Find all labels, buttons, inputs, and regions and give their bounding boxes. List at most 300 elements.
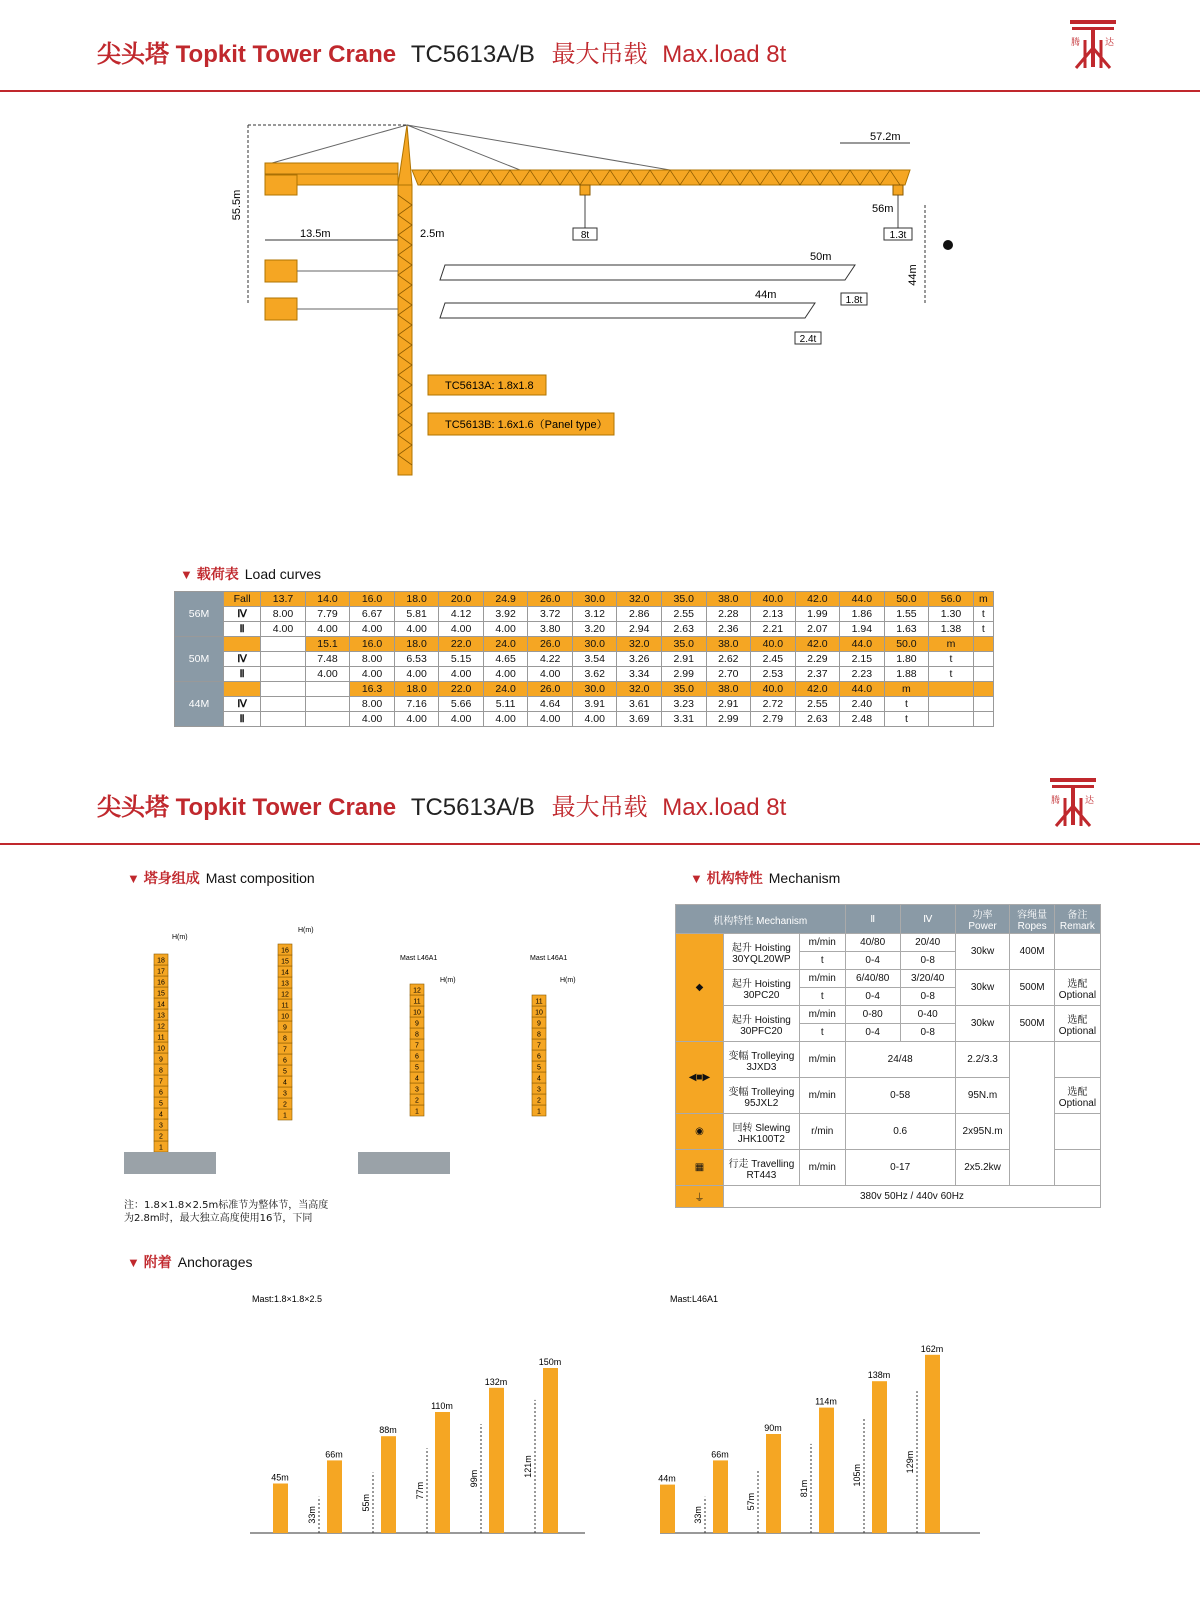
load-value: 5.15 xyxy=(439,652,484,667)
load-value: 4.00 xyxy=(483,667,528,682)
load-radius: 16.0 xyxy=(350,592,395,607)
load-value: 2.99 xyxy=(662,667,707,682)
load-fall-row-label: Ⅱ xyxy=(224,712,261,727)
jib44-dim: 44m xyxy=(755,289,777,301)
load-value: 3.92 xyxy=(483,607,528,622)
load-group-label: 56M xyxy=(175,592,224,637)
load-value: 4.00 xyxy=(350,622,395,637)
page-header-top xyxy=(0,0,1200,92)
load-value: 2.91 xyxy=(706,697,751,712)
load-radius: 50.0 xyxy=(884,637,929,652)
load-value: 2.37 xyxy=(795,667,840,682)
mast-section-number: 4 xyxy=(159,1111,163,1119)
load-value: 2.21 xyxy=(751,622,796,637)
load-value: 1.99 xyxy=(795,607,840,622)
mechanism-table: 机构特性 Mechanism Ⅱ Ⅳ 功率 Power 容绳量 Ropes 备注 Remark ◆ 起升 Hoisting 30YQL20WP m/min 40/80 20/40 30kw 400M t 0-4 0-8 起升 Hoisting 30PC20 m/min 6/40/80 3/20/40 30kw 500M 选配 Optional t 0-4 0-8 起升 Hoisting 30PFC20 m/min 0-80 0-40 30kw 500M 选配 Optional t 0-4 0-8 ◀■▶ 变幅 Trolleying 3JXD3 m/min 24/48 2.2/3.3 变幅 Trolleying 95JXL2 m/min 0-58 95N.m 选配 Optional ◉ 回转 Slewing JHK100T2 r/min 0.6 2x95N.m ▦ 行走 Travelling RT443 m/min 0-17 2x5.2kw ⏚ 380v 50Hz / 440v 60Hz xyxy=(675,904,1101,1208)
svg-text:达: 达 xyxy=(1085,795,1095,805)
load-value: 4.65 xyxy=(483,652,528,667)
jib50-load: 1.8t xyxy=(845,295,863,306)
load-unit: t xyxy=(973,622,993,637)
anchorage-dim-label: 77m xyxy=(415,1481,425,1500)
load-empty xyxy=(305,712,350,727)
anchorages-chart xyxy=(0,1280,1200,1560)
load-value: 1.38 xyxy=(929,622,974,637)
load-value: 1.94 xyxy=(840,622,885,637)
mast-offset-dim: 2.5m xyxy=(420,228,445,240)
load-empty xyxy=(305,682,350,697)
load-radius: 42.0 xyxy=(795,682,840,697)
load-radius: 18.0 xyxy=(394,637,439,652)
load-value: 2.13 xyxy=(751,607,796,622)
anchorage-bar-left xyxy=(381,1436,396,1533)
mast-section-number: 7 xyxy=(415,1042,419,1050)
load-value: 3.61 xyxy=(617,697,662,712)
load-radius: 22.0 xyxy=(439,682,484,697)
hook-height-dim: 44m xyxy=(907,264,919,286)
load-empty xyxy=(929,682,974,697)
load-unit: m xyxy=(884,682,929,697)
mast-section-number: 2 xyxy=(159,1133,163,1141)
mast-section-number: 2 xyxy=(415,1097,419,1105)
load-unit: t xyxy=(929,667,974,682)
model-name: TC5613A/B xyxy=(410,41,535,68)
mast-section-number: 16 xyxy=(281,947,289,955)
mast-section-number: 1 xyxy=(415,1108,419,1116)
mast-section-number: 1 xyxy=(283,1112,287,1120)
anchorage-height-label: 138m xyxy=(867,1370,891,1381)
load-value: 3.34 xyxy=(617,667,662,682)
anchorage-dim-label: 129m xyxy=(905,1450,915,1474)
load-radius: 42.0 xyxy=(795,637,840,652)
mast-section-number: 7 xyxy=(159,1078,163,1086)
power-plug-icon: ⏚ xyxy=(676,1186,724,1208)
load-value: 1.55 xyxy=(884,607,929,622)
mast-section-number: 8 xyxy=(415,1031,419,1039)
load-value: 3.23 xyxy=(662,697,707,712)
load-radius: 40.0 xyxy=(751,592,796,607)
load-empty xyxy=(261,652,306,667)
load-value: 4.00 xyxy=(394,667,439,682)
mast-section-number: 14 xyxy=(157,1001,165,1009)
tip-load-tag: 1.3t xyxy=(889,230,907,241)
load-value: 6.53 xyxy=(394,652,439,667)
logo-char-1: 腾 xyxy=(1071,37,1081,47)
height-dim: 55.5m xyxy=(231,189,243,221)
load-unit: t xyxy=(973,607,993,622)
mast-section-number: 1 xyxy=(537,1108,541,1116)
load-radius: 32.0 xyxy=(617,637,662,652)
anchorage-height-label: 88m xyxy=(379,1425,397,1436)
load-radius: 30.0 xyxy=(572,592,617,607)
load-empty xyxy=(261,682,306,697)
mast-section-number: 12 xyxy=(281,991,289,999)
load-value: 3.62 xyxy=(572,667,617,682)
anchorage-bar-right xyxy=(660,1485,675,1533)
load-value: 2.48 xyxy=(840,712,885,727)
anchorage-height-label: 90m xyxy=(764,1423,782,1433)
load-value: 4.00 xyxy=(483,712,528,727)
load-empty xyxy=(305,697,350,712)
load-radius: 18.0 xyxy=(394,592,439,607)
load-radius: 44.0 xyxy=(840,592,885,607)
load-radius: 44.0 xyxy=(840,682,885,697)
mast-section-number: 18 xyxy=(157,957,165,965)
mast-section-number: 5 xyxy=(415,1064,419,1072)
load-value: 5.66 xyxy=(439,697,484,712)
anchorage-bar-left xyxy=(327,1460,342,1533)
load-empty xyxy=(973,682,993,697)
load-fall-label xyxy=(224,637,261,652)
load-value: 7.16 xyxy=(394,697,439,712)
load-empty xyxy=(929,697,974,712)
load-value: 2.91 xyxy=(662,652,707,667)
title-cn: 尖头塔 xyxy=(97,40,169,68)
load-value: 4.00 xyxy=(350,667,395,682)
mast-section-number: 15 xyxy=(157,990,165,998)
load-radius: 14.0 xyxy=(305,592,350,607)
load-value: 2.70 xyxy=(706,667,751,682)
mast-section-number: 13 xyxy=(281,980,289,988)
load-value: 4.00 xyxy=(439,622,484,637)
mast-section-number: 16 xyxy=(157,979,165,987)
load-radius: 35.0 xyxy=(662,637,707,652)
load-radius: 24.0 xyxy=(483,637,528,652)
mast-section-number: 3 xyxy=(537,1086,541,1094)
svg-text:Mast L46A1: Mast L46A1 xyxy=(400,955,438,962)
load-group-label: 50M xyxy=(175,637,224,682)
load-group-label: 44M xyxy=(175,682,224,727)
mast-section-number: 8 xyxy=(159,1067,163,1075)
anchorage-dim-label: 33m xyxy=(307,1506,317,1524)
anchorage-bar-right xyxy=(872,1381,887,1533)
mast-section-number: 13 xyxy=(157,1012,165,1020)
anchorage-height-label: 66m xyxy=(325,1449,343,1460)
anchorage-height-label: 44m xyxy=(658,1473,676,1484)
load-value: 3.12 xyxy=(572,607,617,622)
load-empty xyxy=(973,637,993,652)
load-value: 3.54 xyxy=(572,652,617,667)
load-unit: m xyxy=(973,592,993,607)
mast-section-number: 11 xyxy=(413,998,421,1006)
mast-section-number: 6 xyxy=(159,1089,163,1097)
trolley-icon: ◀■▶ xyxy=(676,1042,724,1114)
anchorage-bar-left xyxy=(435,1412,450,1533)
anchorage-dim-label: 81m xyxy=(799,1479,809,1498)
mast-section-number: 10 xyxy=(281,1013,289,1021)
mast-composition-title: ▼ 塔身组成 Mast composition xyxy=(127,870,315,887)
mast-section-number: 10 xyxy=(157,1045,165,1053)
load-value: 6.67 xyxy=(350,607,395,622)
svg-text:H(m): H(m) xyxy=(560,977,576,984)
hoist-symbol-icon xyxy=(943,240,953,250)
load-value: 1.86 xyxy=(840,607,885,622)
mast-section-number: 14 xyxy=(281,969,289,977)
load-value: 4.12 xyxy=(439,607,484,622)
page-title xyxy=(97,34,786,69)
mast-section-number: 7 xyxy=(537,1042,541,1050)
anchorage-dim-label: 33m xyxy=(693,1506,703,1524)
load-value: 2.36 xyxy=(706,622,751,637)
load-value: 2.07 xyxy=(795,622,840,637)
load-value: 2.99 xyxy=(706,712,751,727)
page-title-2: 尖头塔 Topkit Tower Crane TC5613A/B 最大吊载 Max.load 8t xyxy=(97,793,787,821)
load-curves-title: ▼ 载荷表 Load curves xyxy=(180,566,322,583)
load-value: 4.00 xyxy=(439,667,484,682)
load-radius: 35.0 xyxy=(662,682,707,697)
maxload-cn: 最大吊载 xyxy=(551,40,648,68)
anchorage-bar-left xyxy=(489,1388,504,1533)
load-value: 2.94 xyxy=(617,622,662,637)
load-empty xyxy=(973,697,993,712)
load-empty xyxy=(261,637,306,652)
svg-text:H(m): H(m) xyxy=(298,927,314,934)
load-empty xyxy=(261,697,306,712)
counter-jib-dim: 13.5m xyxy=(300,228,331,240)
load-radius: 50.0 xyxy=(884,592,929,607)
load-value: 2.63 xyxy=(795,712,840,727)
mast-section-number: 9 xyxy=(283,1024,287,1032)
mast-section-number: 4 xyxy=(537,1075,541,1083)
load-radius: 16.0 xyxy=(350,637,395,652)
load-curves-table xyxy=(174,591,994,727)
load-value: 4.00 xyxy=(483,622,528,637)
load-value: 1.63 xyxy=(884,622,929,637)
mast-note: 注：1.8×1.8×2.5m标准节为整体节，当高度 为2.8m时，最大独立高度使用16节，下同 xyxy=(124,1200,329,1224)
mast-b-label: TC5613B: 1.6x1.6（Panel type） xyxy=(445,419,608,431)
load-radius: 38.0 xyxy=(706,637,751,652)
load-value: 1.30 xyxy=(929,607,974,622)
load-value: 2.29 xyxy=(795,652,840,667)
load-radius: 32.0 xyxy=(617,682,662,697)
mast-section-number: 11 xyxy=(535,998,543,1006)
load-value: 2.53 xyxy=(751,667,796,682)
mast-composition-diagram xyxy=(110,920,650,1200)
mast-section-number: 7 xyxy=(283,1046,287,1054)
anchorage-height-label: 45m xyxy=(271,1472,289,1483)
load-value: 4.00 xyxy=(261,622,306,637)
anchorage-bar-right xyxy=(819,1408,834,1533)
anchorage-height-label: 132m xyxy=(484,1376,508,1387)
anchorage-bar-right xyxy=(713,1460,728,1533)
mast-section-number: 11 xyxy=(281,1002,289,1010)
brand-logo xyxy=(1068,18,1118,70)
anchorage-dim-label: 55m xyxy=(361,1493,371,1512)
load-radius: 30.0 xyxy=(572,637,617,652)
anchor-right-label: Mast:L46A1 xyxy=(670,1294,719,1304)
anchor-left-label: Mast:1.8×1.8×2.5 xyxy=(252,1294,323,1304)
anchorage-dim-label: 57m xyxy=(746,1492,756,1511)
load-value: 5.11 xyxy=(483,697,528,712)
load-empty xyxy=(261,712,306,727)
load-radius: 13.7 xyxy=(261,592,306,607)
jib50-dim: 50m xyxy=(810,251,832,263)
load-value: 4.00 xyxy=(305,667,350,682)
load-value: 3.91 xyxy=(572,697,617,712)
load-value: 5.81 xyxy=(394,607,439,622)
load-value: 4.00 xyxy=(572,712,617,727)
load-empty xyxy=(261,667,306,682)
hoisting-icon: ◆ xyxy=(676,934,724,1042)
load-value: 2.62 xyxy=(706,652,751,667)
load-value: 2.86 xyxy=(617,607,662,622)
load-fall-label: Fall xyxy=(224,592,261,607)
load-value: 4.00 xyxy=(394,622,439,637)
logo-char-2: 达 xyxy=(1105,37,1115,47)
load-value: 2.79 xyxy=(751,712,796,727)
load-value: 4.22 xyxy=(528,652,573,667)
mast-section-number: 4 xyxy=(415,1075,419,1083)
anchorage-dim-label: 121m xyxy=(523,1455,533,1478)
load-radius: 16.3 xyxy=(350,682,395,697)
load-radius: 20.0 xyxy=(439,592,484,607)
anchorage-height-label: 66m xyxy=(711,1449,729,1460)
load-unit: t xyxy=(929,652,974,667)
load-value: 4.00 xyxy=(439,712,484,727)
load-radius: 40.0 xyxy=(751,637,796,652)
load-value: 2.63 xyxy=(662,622,707,637)
load-radius: 22.0 xyxy=(439,637,484,652)
header-rule xyxy=(0,90,1200,92)
mast-section-number: 10 xyxy=(413,1009,421,1017)
load-value: 2.72 xyxy=(751,697,796,712)
load-radius: 35.0 xyxy=(662,592,707,607)
mast-section-number: 9 xyxy=(159,1056,163,1064)
load-radius: 24.9 xyxy=(483,592,528,607)
mast-section-number: 2 xyxy=(537,1097,541,1105)
mast-section-number: 4 xyxy=(283,1079,287,1087)
svg-text:Mast L46A1: Mast L46A1 xyxy=(530,955,568,962)
svg-text:腾: 腾 xyxy=(1051,795,1061,805)
mast-section-number: 5 xyxy=(283,1068,287,1076)
load-fall-label xyxy=(224,682,261,697)
mast-section-number: 6 xyxy=(537,1053,541,1061)
mast-section-number: 3 xyxy=(283,1090,287,1098)
mast-section-number: 6 xyxy=(415,1053,419,1061)
mast-section-number: 9 xyxy=(415,1020,419,1028)
anchorage-height-label: 114m xyxy=(815,1396,837,1407)
load-radius: 56.0 xyxy=(929,592,974,607)
load-fall-row-label: Ⅳ xyxy=(224,607,261,622)
mast-section-number: 11 xyxy=(157,1034,165,1042)
svg-text:H(m): H(m) xyxy=(172,934,188,941)
anchorages-title: ▼ 附着 Anchorages xyxy=(127,1254,253,1271)
load-value: 2.45 xyxy=(751,652,796,667)
jib44-load: 2.4t xyxy=(799,334,817,345)
load-value: 3.31 xyxy=(662,712,707,727)
load-value: 2.15 xyxy=(840,652,885,667)
tip-radius-dim: 56m xyxy=(872,203,894,215)
anchorage-height-label: 162m xyxy=(920,1343,944,1354)
load-empty xyxy=(973,667,993,682)
load-radius: 26.0 xyxy=(528,637,573,652)
mast-section-number: 6 xyxy=(283,1057,287,1065)
mast-section-number: 5 xyxy=(537,1064,541,1072)
load-radius: 24.0 xyxy=(483,682,528,697)
load-radius: 40.0 xyxy=(751,682,796,697)
mast-section-number: 1 xyxy=(159,1144,163,1152)
mast-section-number: 10 xyxy=(535,1009,543,1017)
load-empty xyxy=(973,652,993,667)
page-header-bottom xyxy=(0,753,1200,845)
mast-section-number: 15 xyxy=(281,958,289,966)
load-fall-row-label: Ⅱ xyxy=(224,667,261,682)
brand-logo-2 xyxy=(1048,776,1098,828)
mast-section-number: 5 xyxy=(159,1100,163,1108)
load-value: 4.64 xyxy=(528,697,573,712)
mast-section-number: 12 xyxy=(413,987,421,995)
mechanism-title: ▼ 机构特性 Mechanism xyxy=(690,870,841,887)
load-fall-row-label: Ⅱ xyxy=(224,622,261,637)
load-value: 1.88 xyxy=(884,667,929,682)
max-load-tag: 8t xyxy=(580,230,590,241)
load-value: 3.26 xyxy=(617,652,662,667)
crane-diagram xyxy=(0,110,1200,490)
load-value: 2.23 xyxy=(840,667,885,682)
mast-section-number: 8 xyxy=(537,1031,541,1039)
load-value: 4.00 xyxy=(350,712,395,727)
load-value: 4.00 xyxy=(394,712,439,727)
load-value: 3.80 xyxy=(528,622,573,637)
svg-text:H(m): H(m) xyxy=(440,977,456,984)
load-unit: t xyxy=(884,697,929,712)
load-radius: 15.1 xyxy=(305,637,350,652)
anchorage-dim-label: 105m xyxy=(852,1463,862,1487)
load-radius: 18.0 xyxy=(394,682,439,697)
load-value: 2.40 xyxy=(840,697,885,712)
load-empty xyxy=(973,712,993,727)
load-value: 8.00 xyxy=(261,607,306,622)
anchorage-bar-right xyxy=(766,1434,781,1533)
mast-section-number: 3 xyxy=(159,1122,163,1130)
load-value: 3.72 xyxy=(528,607,573,622)
load-value: 4.00 xyxy=(528,667,573,682)
load-radius: 44.0 xyxy=(840,637,885,652)
load-value: 7.48 xyxy=(305,652,350,667)
load-value: 3.69 xyxy=(617,712,662,727)
slewing-icon: ◉ xyxy=(676,1114,724,1150)
mast-section-number: 2 xyxy=(283,1101,287,1109)
load-radius: 42.0 xyxy=(795,592,840,607)
mast-a-label: TC5613A: 1.8x1.8 xyxy=(445,380,534,392)
load-value: 2.28 xyxy=(706,607,751,622)
load-unit: t xyxy=(884,712,929,727)
load-value: 7.79 xyxy=(305,607,350,622)
load-value: 2.55 xyxy=(662,607,707,622)
load-value: 4.00 xyxy=(305,622,350,637)
mast-section-number: 9 xyxy=(537,1020,541,1028)
anchorage-height-label: 110m xyxy=(431,1401,453,1411)
mast-section-number: 3 xyxy=(415,1086,419,1094)
mast-section-number: 12 xyxy=(157,1023,165,1031)
load-unit: m xyxy=(929,637,974,652)
load-value: 1.80 xyxy=(884,652,929,667)
load-empty xyxy=(929,712,974,727)
anchorage-height-label: 150m xyxy=(538,1357,562,1367)
load-radius: 32.0 xyxy=(617,592,662,607)
load-fall-row-label: Ⅳ xyxy=(224,652,261,667)
load-radius: 26.0 xyxy=(528,682,573,697)
anchorage-bar-right xyxy=(925,1355,940,1533)
title-en: Topkit Tower Crane xyxy=(175,41,397,68)
anchorage-dim-label: 99m xyxy=(469,1469,479,1488)
load-radius: 26.0 xyxy=(528,592,573,607)
maxload-en: Max.load 8t xyxy=(662,41,787,68)
load-value: 2.55 xyxy=(795,697,840,712)
anchorage-bar-left xyxy=(543,1368,558,1533)
load-value: 3.20 xyxy=(572,622,617,637)
load-radius: 38.0 xyxy=(706,592,751,607)
load-radius: 30.0 xyxy=(572,682,617,697)
